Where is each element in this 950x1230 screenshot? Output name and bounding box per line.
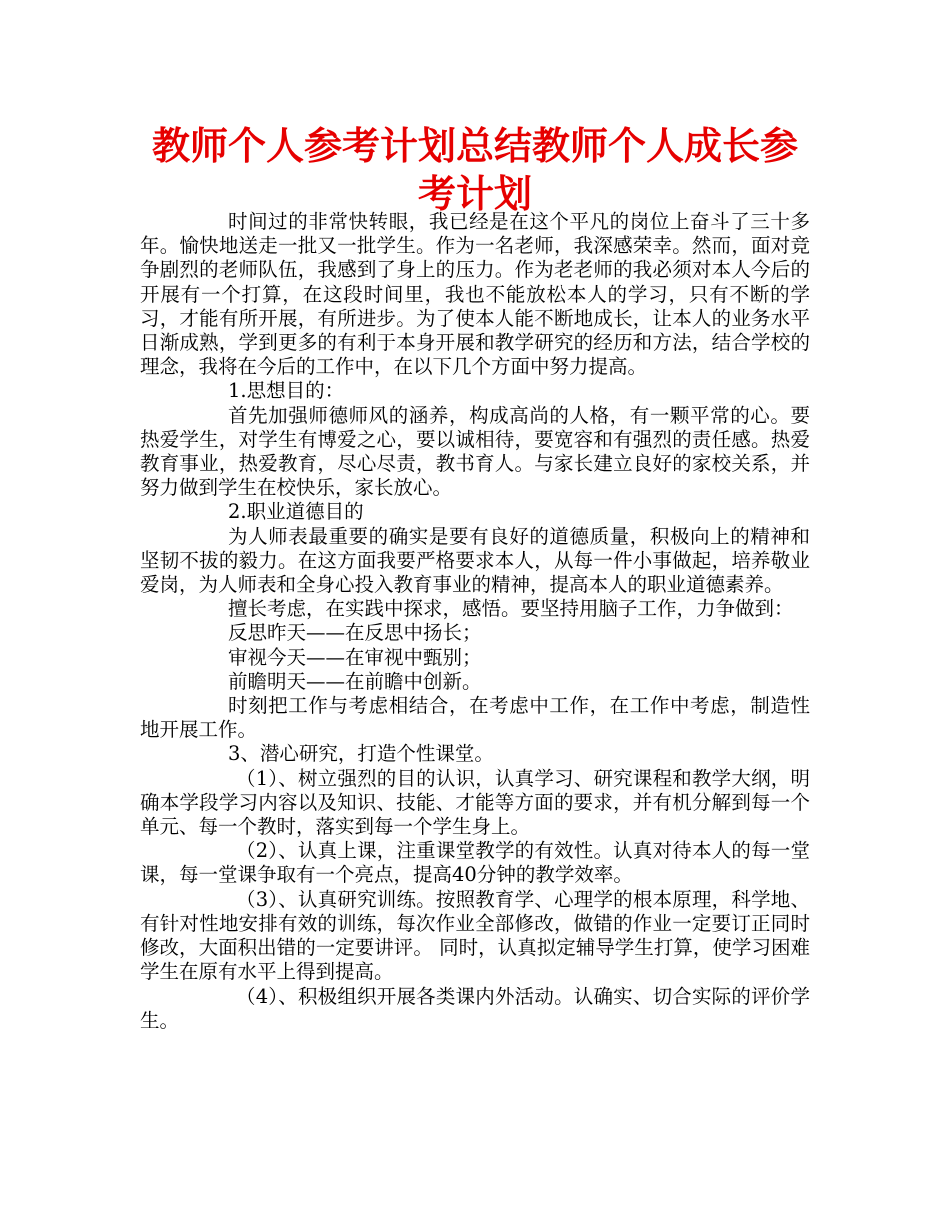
paragraph-item-3: （3）、认真研究训练。按照教育学、心理学的根本原理，科学地、有针对性地安排有效的训练，每次作业全部修改，做错的作业一定要订正同时修改，大面积出错的一定要讲评。 同时，认真拟定辅导学生打算，使学习困难学生在原有水平上得到提高。	[140, 887, 810, 984]
list-item-today: 审视今天——在审视中甄别；	[228, 645, 482, 669]
heading-ethics-goal: 2.职业道德目的	[228, 500, 364, 524]
paragraph-ethics-goal: 为人师表最重要的确实是要有良好的道德质量，积极向上的精神和坚韧不拔的毅力。在这方面我要严格要求本人，从每一件小事做起，培养敬业爱岗，为人师表和全身心投入教育事业的精神，提高本人的职业道德素养。	[140, 524, 810, 597]
document-title: 教师个人参考计划总结教师个人成长参考计划	[151, 124, 798, 216]
paragraph-item-4: （4）、积极组织开展各类课内外活动。认确实、切合实际的评价学生。	[140, 984, 810, 1032]
paragraph-item-1: （1）、树立强烈的目的认识，认真学习、研究课程和教学大纲，明确本学段学习内容以及知识、技能、才能等方面的要求，并有机分解到每一个单元、每一个教时，落实到每一个学生身上。	[140, 766, 810, 839]
paragraph-thought-goal: 首先加强师德师风的涵养，构成高尚的人格，有一颗平常的心。要热爱学生，对学生有博爱之心，要以诚相待，要宽容和有强烈的责任感。热爱教育事业，热爱教育，尽心尽责，教书育人。与家长建立良好的家校关系，并努力做到学生在校快乐，家长放心。	[140, 403, 810, 500]
paragraph-work-thinking: 时刻把工作与考虑相结合，在考虑中工作，在工作中考虑，制造性地开展工作。	[140, 694, 810, 742]
paragraph-reflection: 擅长考虑，在实践中探求，感悟。要坚持用脑子工作，力争做到：	[228, 597, 794, 621]
heading-thought-goal: 1.思想目的：	[228, 379, 345, 403]
paragraph-item-2: （2）、认真上课，注重课堂教学的有效性。认真对待本人的每一堂课，每一堂课争取有一个亮点，提高40分钟的教学效率。	[140, 839, 810, 887]
list-item-yesterday: 反思昨天——在反思中扬长；	[228, 621, 482, 645]
list-item-tomorrow: 前瞻明天——在前瞻中创新。	[228, 669, 482, 693]
heading-research: 3、潜心研究，打造个性课堂。	[228, 742, 494, 766]
document-body	[140, 210, 810, 1033]
paragraph-intro: 时间过的非常快转眼，我已经是在这个平凡的岗位上奋斗了三十多年。愉快地送走一批又一批学生。作为一名老师，我深感荣幸。然而，面对竞争剧烈的老师队伍，我感到了身上的压力。作为老老师的我必须对本人今后的开展有一个打算，在这段时间里，我也不能放松本人的学习，只有不断的学习，才能有所开展，有所进步。为了使本人能不断地成长，让本人的业务水平日渐成熟，学到更多的有利于本身开展和教学研究的经历和方法，结合学校的理念，我将在今后的工作中，在以下几个方面中努力提高。	[140, 210, 810, 379]
